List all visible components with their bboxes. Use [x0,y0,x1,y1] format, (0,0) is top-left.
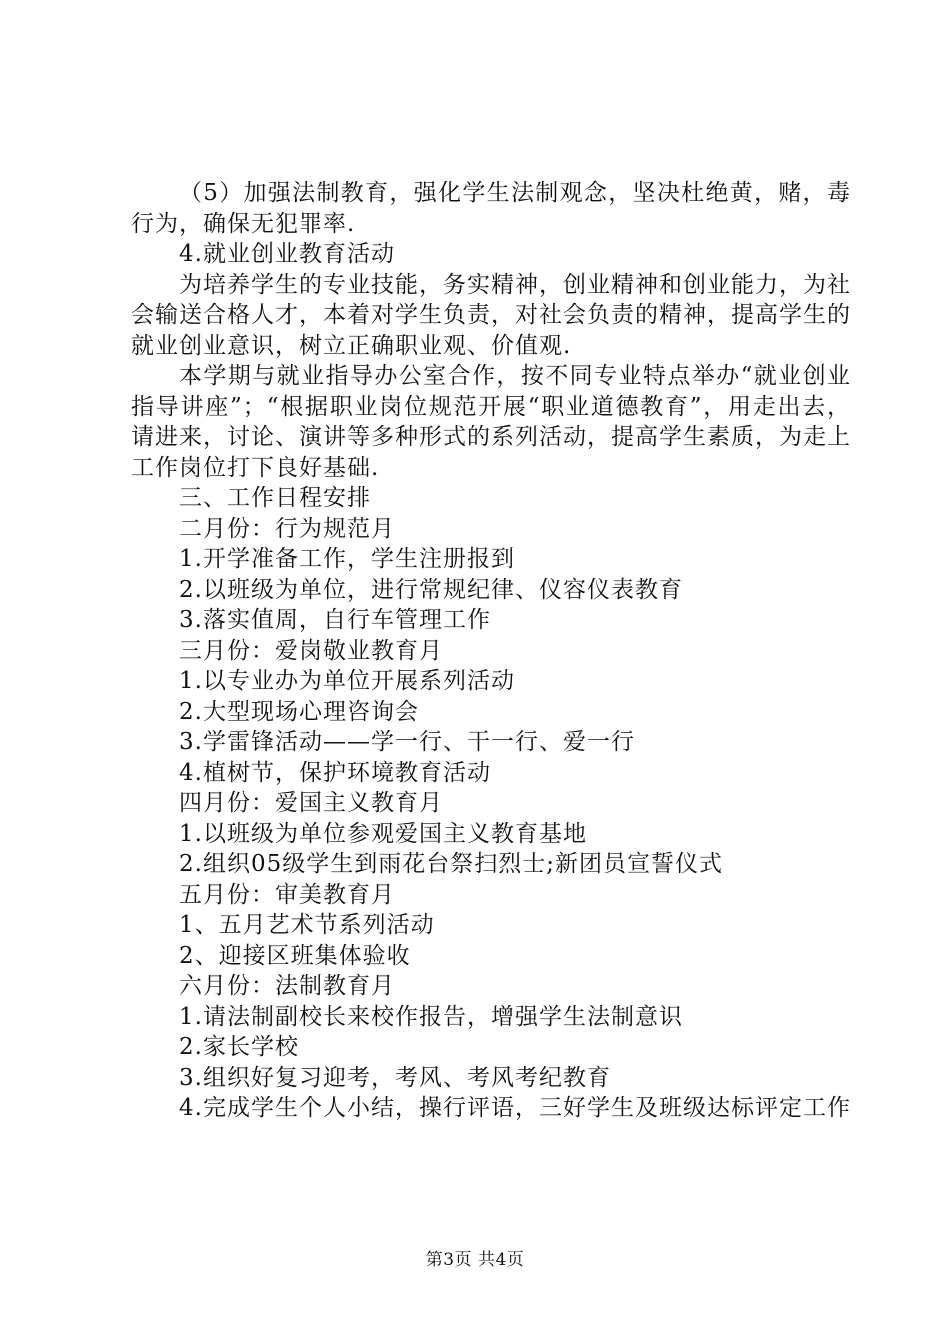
list-item: 2.家长学校 [179,1034,299,1060]
paragraph: 本学期与就业指导办公室合作，按不同专业特点举办“就业创业指导讲座”；“根据职业岗位规范开展“职业道德教育”，用走出去，请进来，讨论、演讲等多种形式的系列活动，提高学生素质，为走上工作岗位打下良好基础. [131,363,851,481]
list-item: 1、五月艺术节系列活动 [179,912,435,938]
list-item: 3.落实值周，自行车管理工作 [179,607,491,633]
list-item: 4.完成学生个人小结，操行评语，三好学生及班级达标评定工作 [179,1095,851,1121]
list-item: 4.植树节，保护环境教育活动 [179,759,491,786]
list-item: 1.请法制副校长来校作报告，增强学生法制意识 [179,1003,683,1030]
month-heading: 四月份：爱国主义教育月 [179,790,443,816]
list-item: 3.学雷锋活动——学一行、干一行、爱一行 [179,729,635,755]
paragraph: （5）加强法制教育，强化学生法制观念，坚决杜绝黄，赌，毒行为，确保无犯罪率. [131,180,851,237]
page-number-footer: 第3页 共4页 [425,1250,525,1270]
list-item: 1.开学准备工作，学生注册报到 [179,546,515,572]
list-item: 2.以班级为单位，进行常规纪律、仪容仪表教育 [179,576,683,603]
paragraph: 为培养学生的专业技能，务实精神，创业精神和创业能力，为社会输送合格人才，本着对学生负责，对社会负责的精神，提高学生的就业创业意识，树立正确职业观、价值观. [131,271,851,359]
document-body [131,178,851,1124]
list-item: 2.组织05级学生到雨花台祭扫烈士;新团员宣誓仪式 [179,851,723,877]
paragraph: 4.就业创业教育活动 [179,241,395,267]
month-heading: 六月份：法制教育月 [179,973,395,999]
section-heading: 三、工作日程安排 [179,485,371,511]
list-item: 1.以班级为单位参观爱国主义教育基地 [179,820,587,847]
month-heading: 三月份：爱岗敬业教育月 [179,637,443,664]
month-heading: 五月份：审美教育月 [179,881,395,908]
list-item: 2.大型现场心理咨询会 [179,698,419,725]
list-item: 2、迎接区班集体验收 [179,942,411,969]
list-item: 1.以专业办为单位开展系列活动 [179,668,515,694]
month-heading: 二月份：行为规范月 [179,515,395,542]
list-item: 3.组织好复习迎考，考风、考风考纪教育 [179,1064,611,1091]
